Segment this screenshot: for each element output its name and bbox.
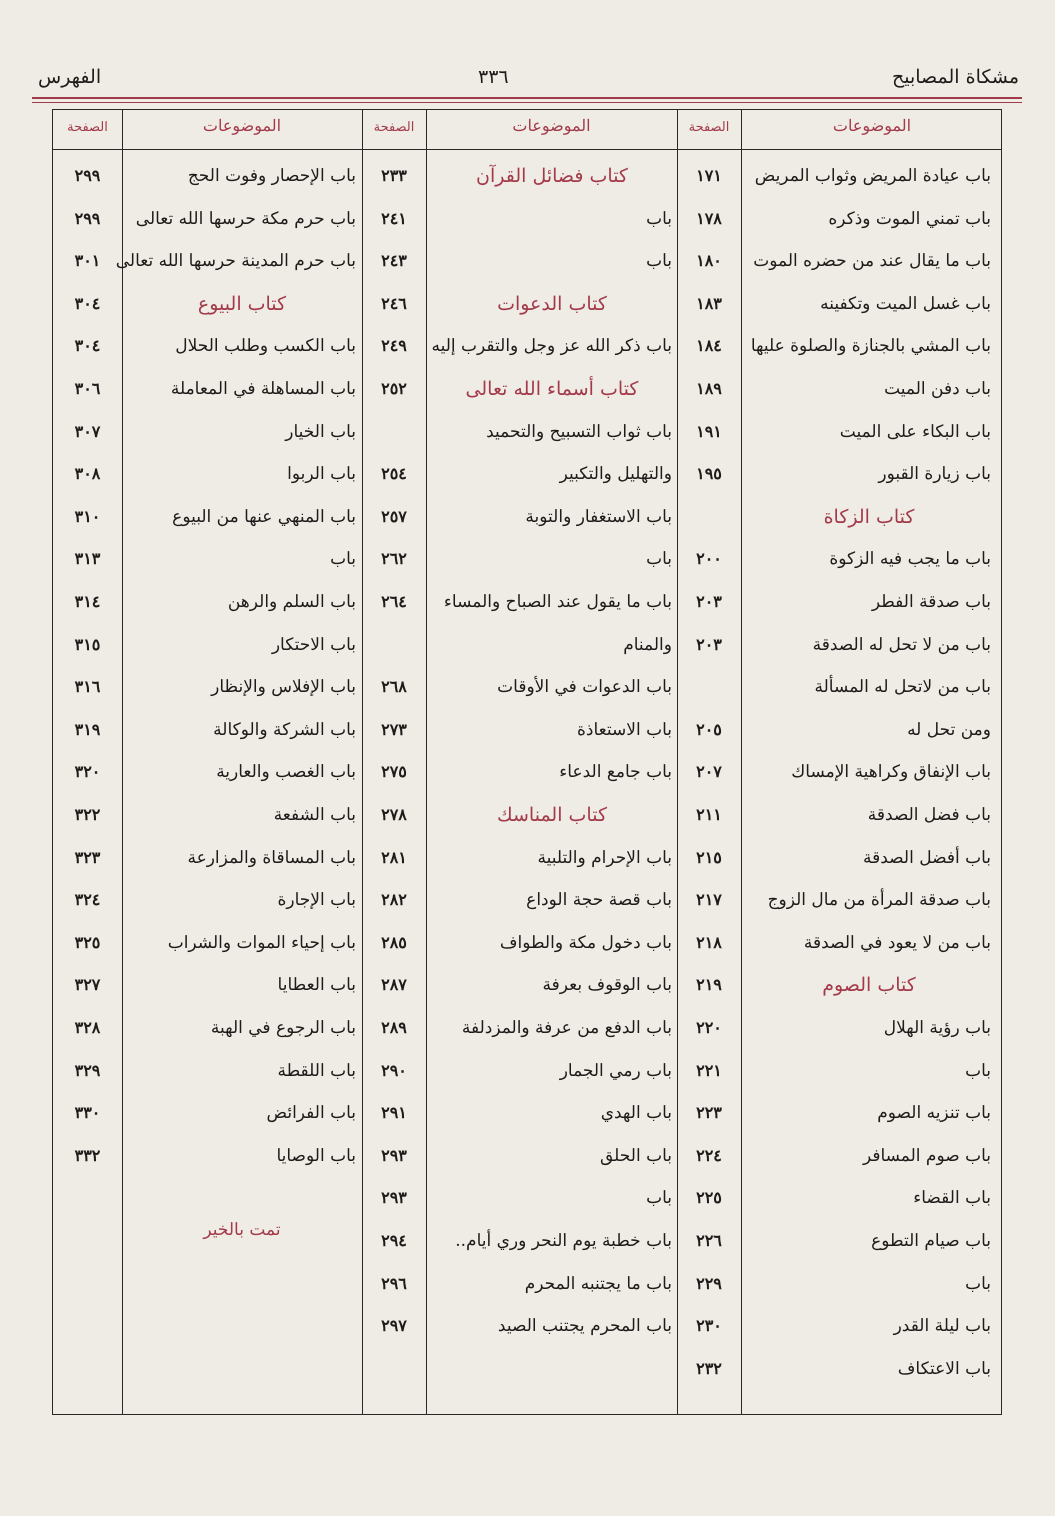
book-heading: كتاب أسماء الله تعالى bbox=[465, 378, 639, 400]
index-entry-title: باب صيام التطوع bbox=[871, 1231, 991, 1251]
column-divider bbox=[426, 110, 427, 1414]
index-entry-title: باب الفرائض bbox=[266, 1103, 356, 1124]
index-entry-title: باب الشركة والوكالة bbox=[213, 719, 356, 740]
index-entry-page: ٢٣٢ bbox=[696, 1358, 722, 1378]
index-entry-title: باب الاستعاذة bbox=[577, 719, 672, 740]
index-entry-page: ٢٨١ bbox=[381, 847, 407, 867]
index-table bbox=[52, 109, 1002, 1415]
index-entry-page: ٢٦٨ bbox=[381, 677, 407, 697]
index-entry-page: ١٨٤ bbox=[696, 336, 722, 356]
index-entry-title: باب ما يقول عند الصباح والمساء bbox=[443, 592, 672, 612]
index-entry-page: ٢٢٦ bbox=[696, 1231, 722, 1250]
header-rule-thin bbox=[32, 102, 1022, 103]
index-entry-title: باب المحرم يجتنب الصيد bbox=[497, 1316, 672, 1337]
index-entry-page: ١٧١ bbox=[696, 166, 722, 185]
index-entry-title: باب تنزيه الصوم bbox=[877, 1103, 991, 1124]
index-entry-title: باب الإنفاق وكراهية الإمساك bbox=[791, 762, 991, 783]
index-entry-page: ٢٩٣ bbox=[381, 1188, 407, 1208]
index-entry-page: ٢٥٢ bbox=[381, 379, 407, 398]
index-entry-title: باب جامع الدعاء bbox=[559, 762, 672, 783]
index-entry-page: ٣٠٨ bbox=[74, 464, 101, 484]
index-entry-title: باب الاعتكاف bbox=[897, 1358, 991, 1379]
index-entry-page: ٢١١ bbox=[696, 805, 722, 824]
index-entry-title: والتهليل والتكبير bbox=[559, 464, 672, 485]
column-divider bbox=[122, 110, 123, 1414]
index-entry-page: ٢١٩ bbox=[696, 975, 722, 995]
index-entry-page: ٣٢٧ bbox=[74, 975, 101, 995]
index-entry-page: ٢٩٩ bbox=[74, 208, 101, 228]
index-entry-page: ٢٨٥ bbox=[381, 932, 407, 952]
index-entry-page: ٢٨٩ bbox=[381, 1018, 407, 1037]
index-entry-page: ٢٥٤ bbox=[381, 464, 407, 484]
index-entry-page: ٣٣٢ bbox=[74, 1145, 101, 1165]
index-entry-title: باب رمي الجمار bbox=[559, 1060, 672, 1081]
index-entry-page: ٢٧٣ bbox=[381, 719, 407, 739]
index-entry-page: ٢٦٤ bbox=[381, 592, 407, 611]
index-entry-title: باب bbox=[646, 208, 672, 229]
index-entry-title: باب bbox=[646, 251, 672, 272]
index-entry-title: باب الهدي bbox=[600, 1103, 672, 1124]
index-entry-title: باب فضل الصدقة bbox=[867, 805, 991, 825]
index-entry-page: ٢٩٠ bbox=[381, 1060, 407, 1080]
index-entry-page: ٢٩٦ bbox=[381, 1273, 407, 1293]
index-entry-title: باب العطايا bbox=[277, 975, 356, 996]
index-entry-page: ١٧٨ bbox=[696, 208, 722, 228]
index-entry-page: ٢٧٥ bbox=[381, 762, 407, 782]
index-entry-page: ٢٥٧ bbox=[381, 506, 407, 526]
index-entry-page: ٣١٦ bbox=[74, 677, 101, 697]
index-entry-page: ٢٩٤ bbox=[381, 1231, 407, 1250]
index-entry-title: باب الرجوع في الهبة bbox=[210, 1018, 356, 1038]
col3-page-header: الصفحة bbox=[67, 120, 108, 135]
index-entry-page: ٢٩٩ bbox=[74, 166, 101, 185]
index-entry-title: باب ثواب التسبيح والتحميد bbox=[486, 421, 672, 442]
index-entry-title: باب اللقطة bbox=[277, 1060, 356, 1081]
index-entry-page: ٣٢٣ bbox=[74, 847, 101, 867]
index-entry-page: ٢٨٧ bbox=[381, 975, 407, 995]
index-entry-title: ومن تحل له bbox=[907, 719, 991, 740]
index-entry-title: باب تمني الموت وذكره bbox=[828, 208, 991, 229]
index-entry-title: باب الشفعة bbox=[273, 805, 356, 825]
index-entry-title: باب قصة حجة الوداع bbox=[526, 890, 672, 911]
index-entry-title: باب الإحصار وفوت الحج bbox=[187, 166, 356, 186]
index-entry-title: باب غسل الميت وتكفينه bbox=[820, 293, 991, 314]
index-entry-title: باب ما يجتنبه المحرم bbox=[524, 1273, 672, 1294]
index-entry-page: ٣٢٨ bbox=[74, 1018, 101, 1037]
index-entry-page: ٢٤٣ bbox=[381, 251, 407, 271]
closing-note: تمت بالخير bbox=[203, 1220, 281, 1240]
index-entry-title: باب الوقوف بعرفة bbox=[542, 975, 672, 996]
index-entry-page: ٢٢٤ bbox=[696, 1145, 722, 1165]
index-entry-title: باب ما يقال عند من حضره الموت bbox=[753, 251, 991, 272]
book-heading: كتاب فضائل القرآن bbox=[476, 165, 628, 187]
index-entry-title: باب bbox=[646, 549, 672, 570]
index-entry-title: باب من لا يعود في الصدقة bbox=[803, 932, 991, 953]
book-heading: كتاب البيوع bbox=[197, 292, 287, 315]
index-entry-page: ٣٠٧ bbox=[74, 421, 101, 441]
index-entry-title: باب الإفلاس والإنظار bbox=[211, 677, 356, 698]
index-entry-page: ٢٣٠ bbox=[696, 1316, 722, 1336]
page-number: ٣٣٦ bbox=[478, 66, 509, 88]
index-entry-page: ١٨٩ bbox=[696, 379, 722, 398]
index-entry-title: باب المنهي عنها من البيوع bbox=[172, 506, 356, 527]
index-entry-title: باب من لاتحل له المسألة bbox=[814, 677, 991, 698]
index-entry-page: ١٩٥ bbox=[696, 464, 722, 484]
book-title: مشكاة المصابيح bbox=[891, 66, 1019, 88]
index-entry-title: باب الكسب وطلب الحلال bbox=[175, 336, 356, 357]
index-entry-page: ٢٣٣ bbox=[381, 166, 407, 185]
index-entry-page: ٢٤١ bbox=[381, 208, 407, 228]
index-entry-page: ١٨٣ bbox=[696, 293, 722, 313]
index-entry-title: باب ذكر الله عز وجل والتقرب إليه bbox=[431, 336, 672, 357]
index-entry-title: باب صدقة الفطر bbox=[871, 592, 991, 612]
index-entry-title: باب bbox=[646, 1188, 672, 1209]
index-entry-title: باب المشي بالجنازة والصلوة عليها bbox=[750, 336, 991, 357]
index-entry-page: ٢٢٠ bbox=[696, 1018, 722, 1037]
book-heading: كتاب الدعوات bbox=[497, 292, 607, 315]
index-entry-title: باب حرم مكة حرسها الله تعالى bbox=[135, 208, 356, 229]
index-entry-title: باب خطبة يوم النحر وري أيام.. bbox=[455, 1231, 672, 1251]
header-row-line bbox=[53, 149, 1001, 150]
index-entry-title: باب عيادة المريض وثواب المريض bbox=[754, 166, 991, 186]
index-entry-page: ٢٩١ bbox=[381, 1103, 407, 1123]
index-entry-page: ٢٠٣ bbox=[696, 592, 722, 611]
index-entry-page: ٣٢٩ bbox=[74, 1060, 101, 1080]
index-entry-title: باب إحياء الموات والشراب bbox=[167, 932, 356, 953]
index-entry-title: باب الحلق bbox=[599, 1145, 672, 1166]
index-entry-page: ١٨٠ bbox=[696, 251, 722, 271]
index-entry-page: ٣١٥ bbox=[74, 634, 101, 654]
index-entry-title: باب من لا تحل له الصدقة bbox=[812, 634, 991, 655]
index-entry-page: ٣٢٠ bbox=[74, 762, 101, 782]
index-entry-title: باب الاحتكار bbox=[271, 634, 356, 655]
index-entry-title: باب bbox=[330, 549, 356, 570]
index-entry-page: ٣١٩ bbox=[74, 719, 101, 739]
index-entry-title: باب الدعوات في الأوقات bbox=[497, 677, 672, 698]
index-entry-page: ٢٧٨ bbox=[381, 805, 407, 824]
index-entry-title: باب أفضل الصدقة bbox=[863, 847, 991, 868]
index-entry-title: باب الإجارة bbox=[277, 890, 356, 911]
index-entry-page: ٣٢٢ bbox=[74, 805, 101, 824]
index-entry-page: ٢٢٥ bbox=[696, 1188, 722, 1208]
header-rule bbox=[32, 97, 1022, 99]
index-entry-title: باب صدقة المرأة من مال الزوج bbox=[767, 890, 991, 911]
index-entry-page: ٢٢١ bbox=[696, 1060, 722, 1080]
index-entry-title: باب bbox=[965, 1060, 991, 1081]
index-entry-page: ٣٠٤ bbox=[74, 293, 101, 313]
index-entry-title: باب ليلة القدر bbox=[893, 1316, 991, 1337]
index-entry-page: ٣٠٤ bbox=[74, 336, 101, 356]
index-entry-page: ٣١٤ bbox=[74, 592, 101, 611]
index-entry-title: باب دفن الميت bbox=[884, 379, 991, 399]
book-heading: كتاب الزكاة bbox=[823, 505, 915, 528]
index-entry-page: ٢١٧ bbox=[696, 890, 722, 910]
index-entry-title: باب السلم والرهن bbox=[227, 592, 356, 612]
section-title: الفهرس bbox=[38, 66, 102, 88]
index-entry-page: ٣٠١ bbox=[74, 251, 101, 271]
index-entry-title: باب المساهلة في المعاملة bbox=[170, 379, 356, 399]
col2-page-header: الصفحة bbox=[373, 120, 415, 135]
index-entry-title: باب زيارة القبور bbox=[878, 464, 991, 485]
book-heading: كتاب المناسك bbox=[496, 804, 607, 826]
index-entry-title: باب الاستغفار والتوبة bbox=[525, 506, 672, 527]
index-entry-page: ٢٤٩ bbox=[381, 336, 407, 356]
index-entry-page: ٣٢٤ bbox=[74, 890, 101, 910]
index-entry-title: باب حرم المدينة حرسها الله تعالى bbox=[115, 251, 356, 272]
index-entry-page: ٢١٨ bbox=[696, 932, 722, 952]
index-entry-title: باب bbox=[965, 1273, 991, 1294]
col1-page-header: الصفحة bbox=[688, 120, 730, 135]
index-entry-title: باب الغصب والعارية bbox=[216, 762, 356, 783]
index-entry-title: باب رؤية الهلال bbox=[883, 1018, 991, 1038]
col2-topics-header: الموضوعات bbox=[512, 116, 591, 135]
index-entry-title: باب الإحرام والتلبية bbox=[537, 847, 672, 868]
index-entry-page: ٢٢٣ bbox=[696, 1103, 722, 1123]
index-entry-page: ١٩١ bbox=[696, 421, 722, 441]
index-entry-title: باب البكاء على الميت bbox=[839, 421, 991, 442]
index-entry-page: ٢١٥ bbox=[696, 847, 722, 867]
col3-topics-header: الموضوعات bbox=[202, 116, 282, 135]
index-entry-page: ٢٨٢ bbox=[381, 890, 407, 910]
index-entry-page: ٣١٣ bbox=[74, 549, 101, 569]
index-entry-page: ٣٠٦ bbox=[74, 379, 101, 398]
index-entry-page: ٢٢٩ bbox=[696, 1273, 722, 1293]
index-entry-page: ٢٩٧ bbox=[381, 1316, 407, 1336]
index-entry-title: باب الربوا bbox=[287, 464, 356, 485]
index-entry-page: ٣٣٠ bbox=[74, 1103, 101, 1123]
index-entry-page: ٣١٠ bbox=[74, 506, 101, 526]
index-entry-page: ٢٠٥ bbox=[696, 719, 722, 739]
index-entry-title: باب دخول مكة والطواف bbox=[499, 932, 672, 953]
index-entry-title: باب الدفع من عرفة والمزدلفة bbox=[461, 1018, 672, 1038]
page-header bbox=[0, 62, 1055, 102]
index-entry-title: والمنام bbox=[623, 634, 672, 655]
index-entry-page: ٢٠٠ bbox=[696, 549, 722, 569]
index-entry-title: باب صوم المسافر bbox=[862, 1145, 991, 1166]
index-entry-title: باب ما يجب فيه الزكوة bbox=[829, 549, 991, 570]
index-entry-page: ٢٤٦ bbox=[381, 293, 407, 313]
col1-topics-header: الموضوعات bbox=[832, 116, 912, 135]
index-entry-page: ٢٦٢ bbox=[381, 549, 407, 569]
index-entry-title: باب المساقاة والمزارعة bbox=[187, 847, 356, 868]
index-entry-title: باب الخيار bbox=[285, 421, 356, 442]
index-entry-page: ٣٢٥ bbox=[74, 932, 101, 952]
column-divider bbox=[741, 110, 742, 1414]
index-entry-title: باب القضاء bbox=[913, 1188, 991, 1209]
book-heading: كتاب الصوم bbox=[822, 974, 916, 997]
index-entry-title: باب الوصايا bbox=[276, 1145, 356, 1166]
index-entry-page: ٢٠٧ bbox=[696, 762, 722, 782]
index-entry-page: ٢٠٣ bbox=[696, 634, 722, 654]
index-entry-page: ٢٩٣ bbox=[381, 1145, 407, 1165]
